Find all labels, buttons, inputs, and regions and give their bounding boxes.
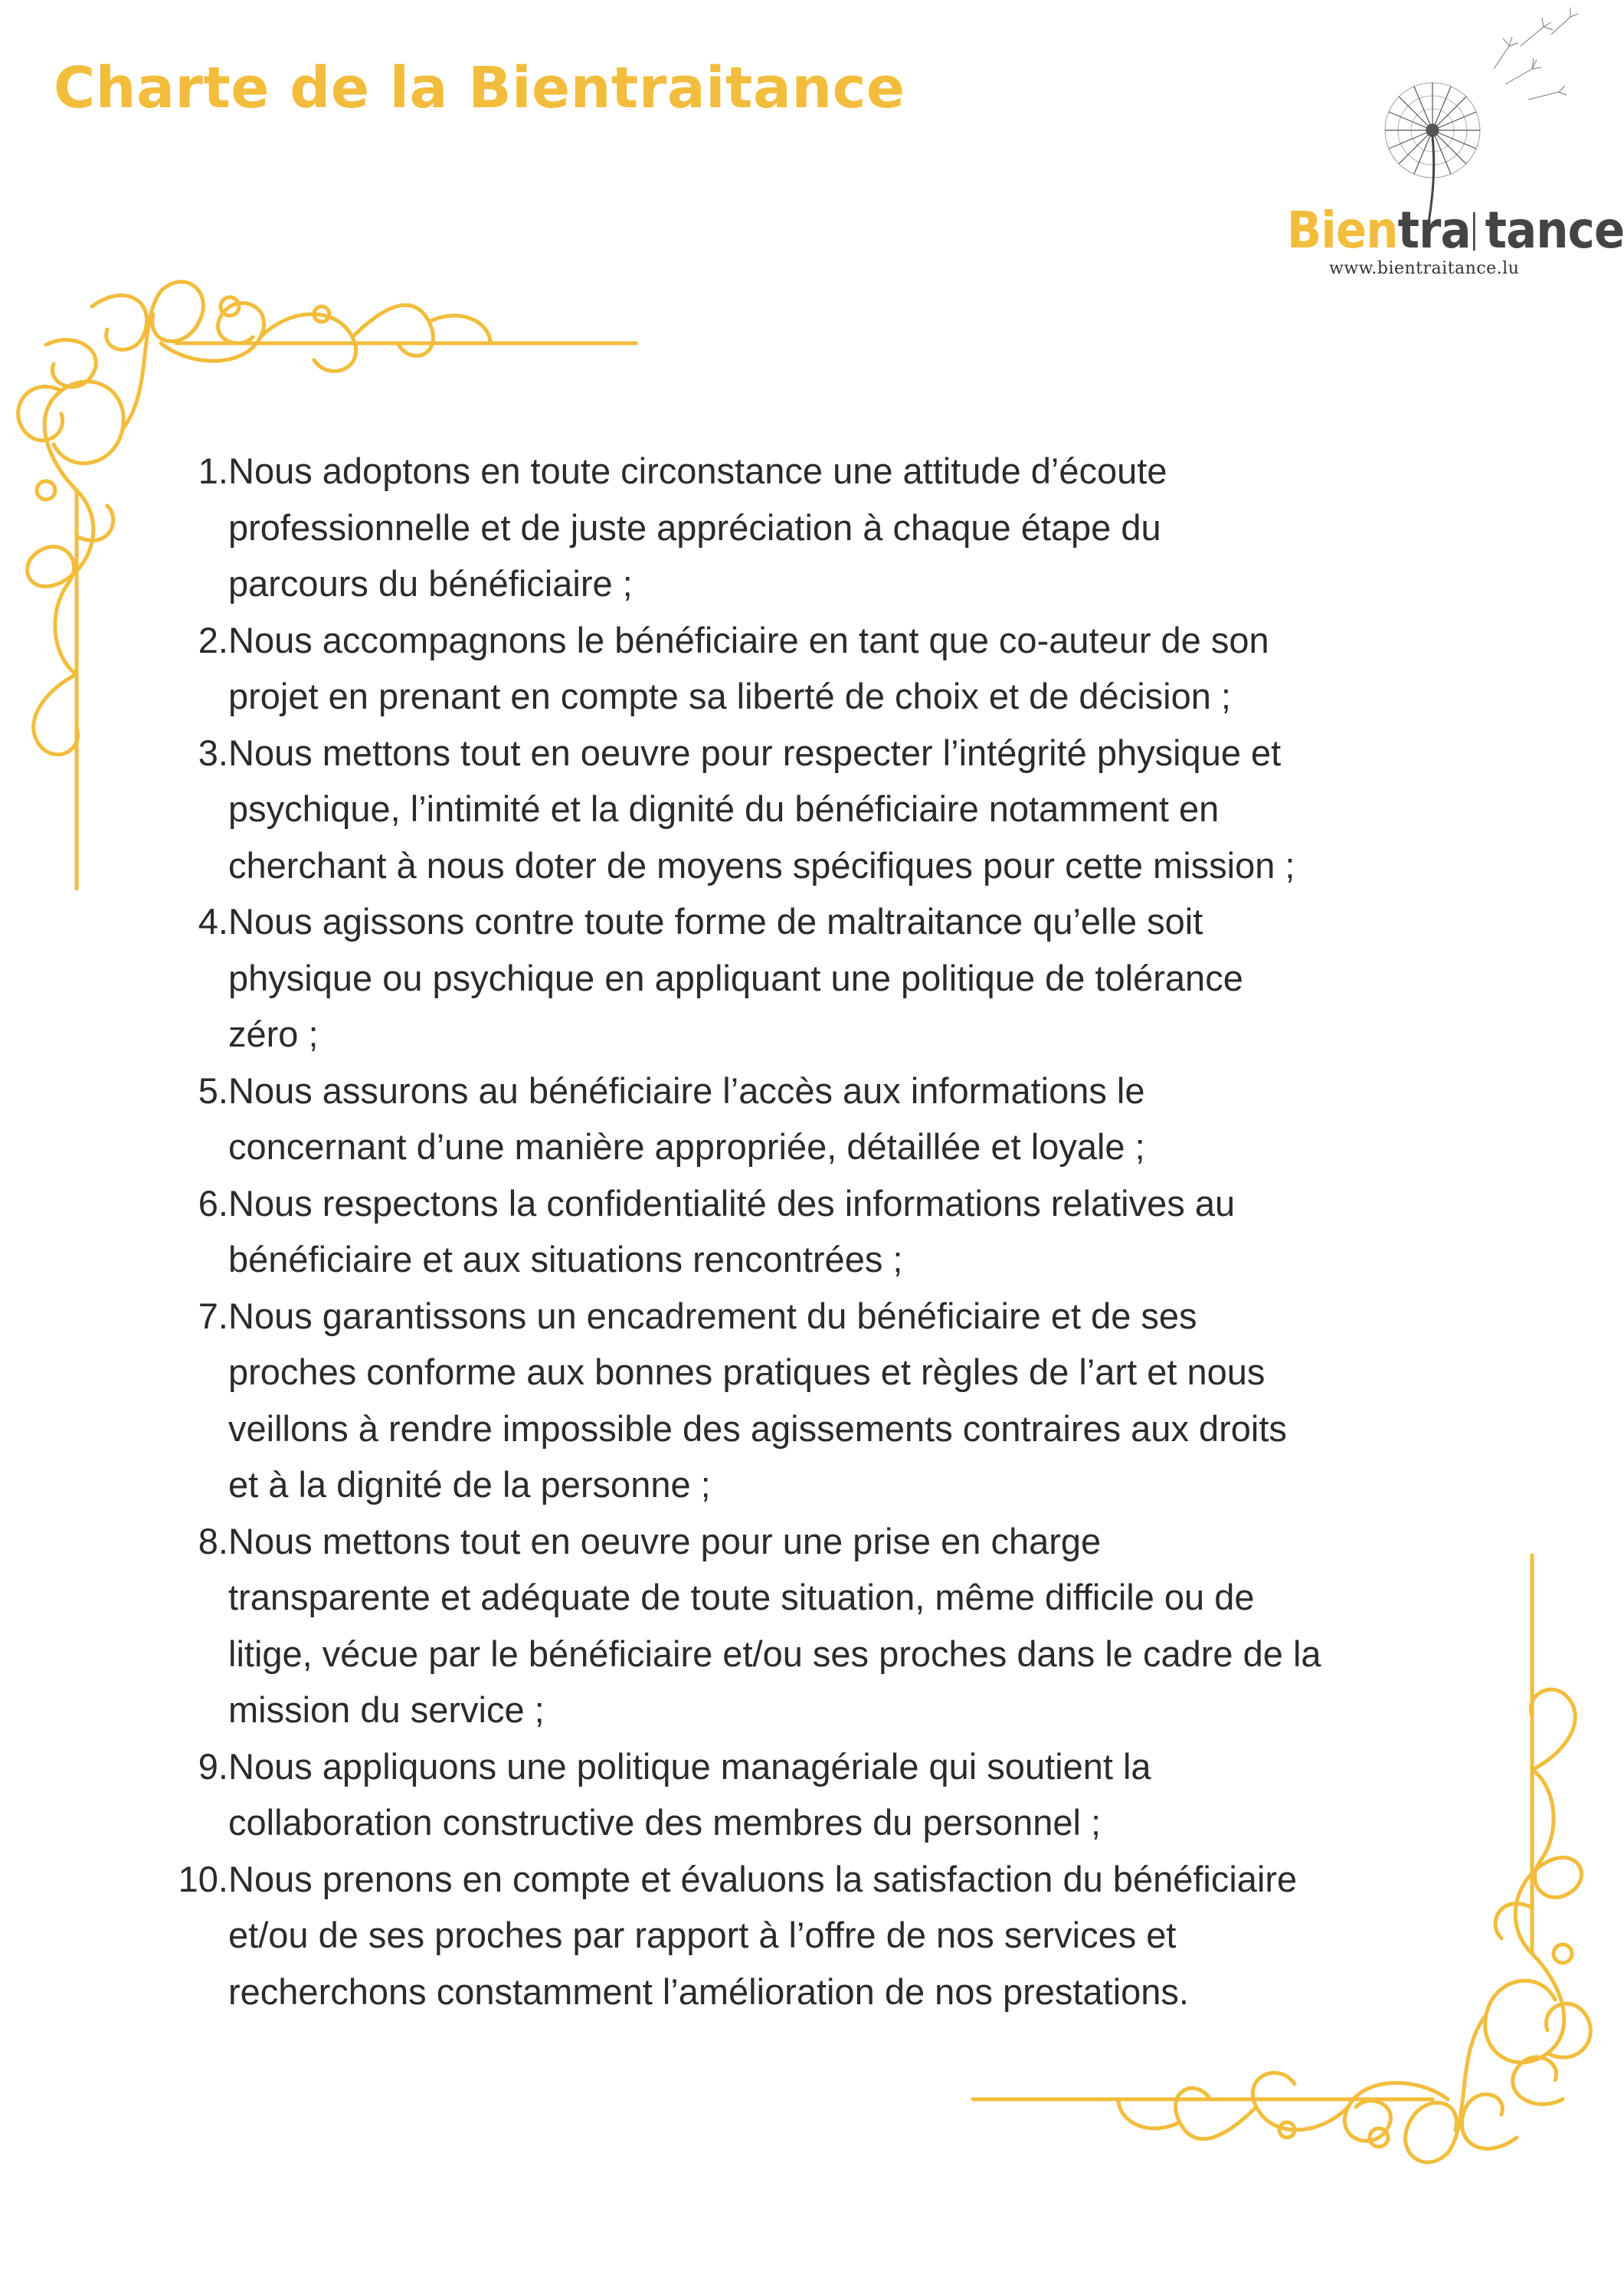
logo-wordmark <box>1287 201 1624 260</box>
list-item-line: zéro ; <box>228 1014 319 1054</box>
list-item-number: 9. <box>198 1745 228 1787</box>
list-item-line: Nous agissons contre toute forme de maltraitance qu’elle soit <box>228 901 1203 942</box>
list-item-text <box>228 612 1469 725</box>
list-item-line: bénéficiaire et aux situations rencontrées ; <box>228 1239 903 1279</box>
list-item <box>0 1063 1608 1175</box>
list-item-number: 4. <box>198 901 228 942</box>
list-item-line: recherchons constamment l’amélioration de nos prestations. <box>228 1971 1189 2012</box>
list-item-line: projet en prenant en compte sa liberté de choix et de décision ; <box>228 676 1231 716</box>
list-item-text <box>228 893 1469 1063</box>
list-item <box>0 1851 1608 2020</box>
list-item-number: 8. <box>198 1520 228 1561</box>
page-title: Charte de la Bientraitance <box>54 55 905 121</box>
list-item-line: professionnelle et de juste appréciation à chaque étape du <box>228 506 1161 548</box>
charter-list <box>0 443 1608 2020</box>
list-item <box>0 1513 1608 1738</box>
list-item-text <box>228 443 1469 612</box>
list-item-line: Nous accompagnons le bénéficiaire en tant que co-auteur de son <box>228 619 1269 660</box>
list-item-text <box>228 1063 1469 1175</box>
list-item <box>0 893 1608 1063</box>
list-item-line: collaboration constructive des membres du personnel ; <box>228 1802 1102 1843</box>
list-item-line: transparente et adéquate de toute situation, même difficile ou de <box>228 1577 1255 1617</box>
list-item-line: Nous prenons en compte et évaluons la satisfaction du bénéficiaire <box>228 1858 1298 1899</box>
list-item-line: psychique, l’intimité et la dignité du bénéficiaire notamment en <box>228 788 1220 829</box>
list-item-text <box>228 1513 1469 1738</box>
list-item <box>0 1738 1608 1851</box>
list-item <box>0 443 1608 612</box>
list-item-text <box>228 1738 1469 1851</box>
list-item-text <box>228 1288 1469 1513</box>
logo-wordmark-separator <box>1473 212 1482 251</box>
list-item-number: 10. <box>178 1858 228 1899</box>
list-item-text <box>228 1175 1469 1288</box>
list-item-number: 5. <box>198 1070 228 1111</box>
list-item-line: Nous garantissons un encadrement du bénéficiaire et de ses <box>228 1295 1197 1336</box>
list-item-line: cherchant à nous doter de moyens spécifiques pour cette mission ; <box>228 844 1295 886</box>
list-item-line: concernant d’une manière appropriée, détaillée et loyale ; <box>228 1126 1145 1167</box>
list-item-line: physique ou psychique en appliquant une politique de tolérance <box>228 957 1243 998</box>
list-item-line: parcours du bénéficiaire ; <box>228 563 633 604</box>
list-item-line: et à la dignité de la personne ; <box>228 1464 711 1505</box>
list-item-line: Nous respectons la confidentialité des informations relatives au <box>228 1182 1236 1224</box>
list-item-number: 7. <box>198 1295 228 1336</box>
list-item-line: litige, vécue par le bénéficiaire et/ou ses proches dans le cadre de la <box>228 1633 1321 1674</box>
list-item <box>0 612 1608 725</box>
list-item-text <box>228 1851 1469 2020</box>
logo-wordmark-part3: tance <box>1485 201 1624 260</box>
list-item-line: Nous mettons tout en oeuvre pour une prise en charge <box>228 1520 1102 1561</box>
list-item-number: 3. <box>198 732 228 773</box>
list-item <box>0 1175 1608 1288</box>
logo-wordmark-part1: Bien <box>1287 201 1398 260</box>
logo-wordmark-part2: tra <box>1397 201 1471 260</box>
list-item-line: veillons à rendre impossible des agissements contraires aux droits <box>228 1407 1287 1449</box>
list-item-line: Nous mettons tout en oeuvre pour respecter l’intégrité physique et <box>228 732 1282 773</box>
list-item <box>0 1288 1608 1513</box>
list-item-line: Nous appliquons une politique managériale qui soutient la <box>228 1745 1151 1787</box>
list-item-number: 1. <box>198 450 228 491</box>
list-item-line: Nous assurons au bénéficiaire l’accès aux informations le <box>228 1070 1145 1111</box>
list-item-line: Nous adoptons en toute circonstance une attitude d’écoute <box>228 450 1167 491</box>
list-item-line: mission du service ; <box>228 1689 545 1730</box>
list-item <box>0 725 1608 894</box>
list-item-number: 6. <box>198 1182 228 1224</box>
list-item-line: et/ou de ses proches par rapport à l’offre de nos services et <box>228 1915 1177 1955</box>
list-item-number: 2. <box>198 619 228 660</box>
logo-url: www.bientraitance.lu <box>1329 259 1520 278</box>
list-item-text <box>228 725 1469 894</box>
list-item-line: proches conforme aux bonnes pratiques et règles de l’art et nous <box>228 1351 1265 1392</box>
